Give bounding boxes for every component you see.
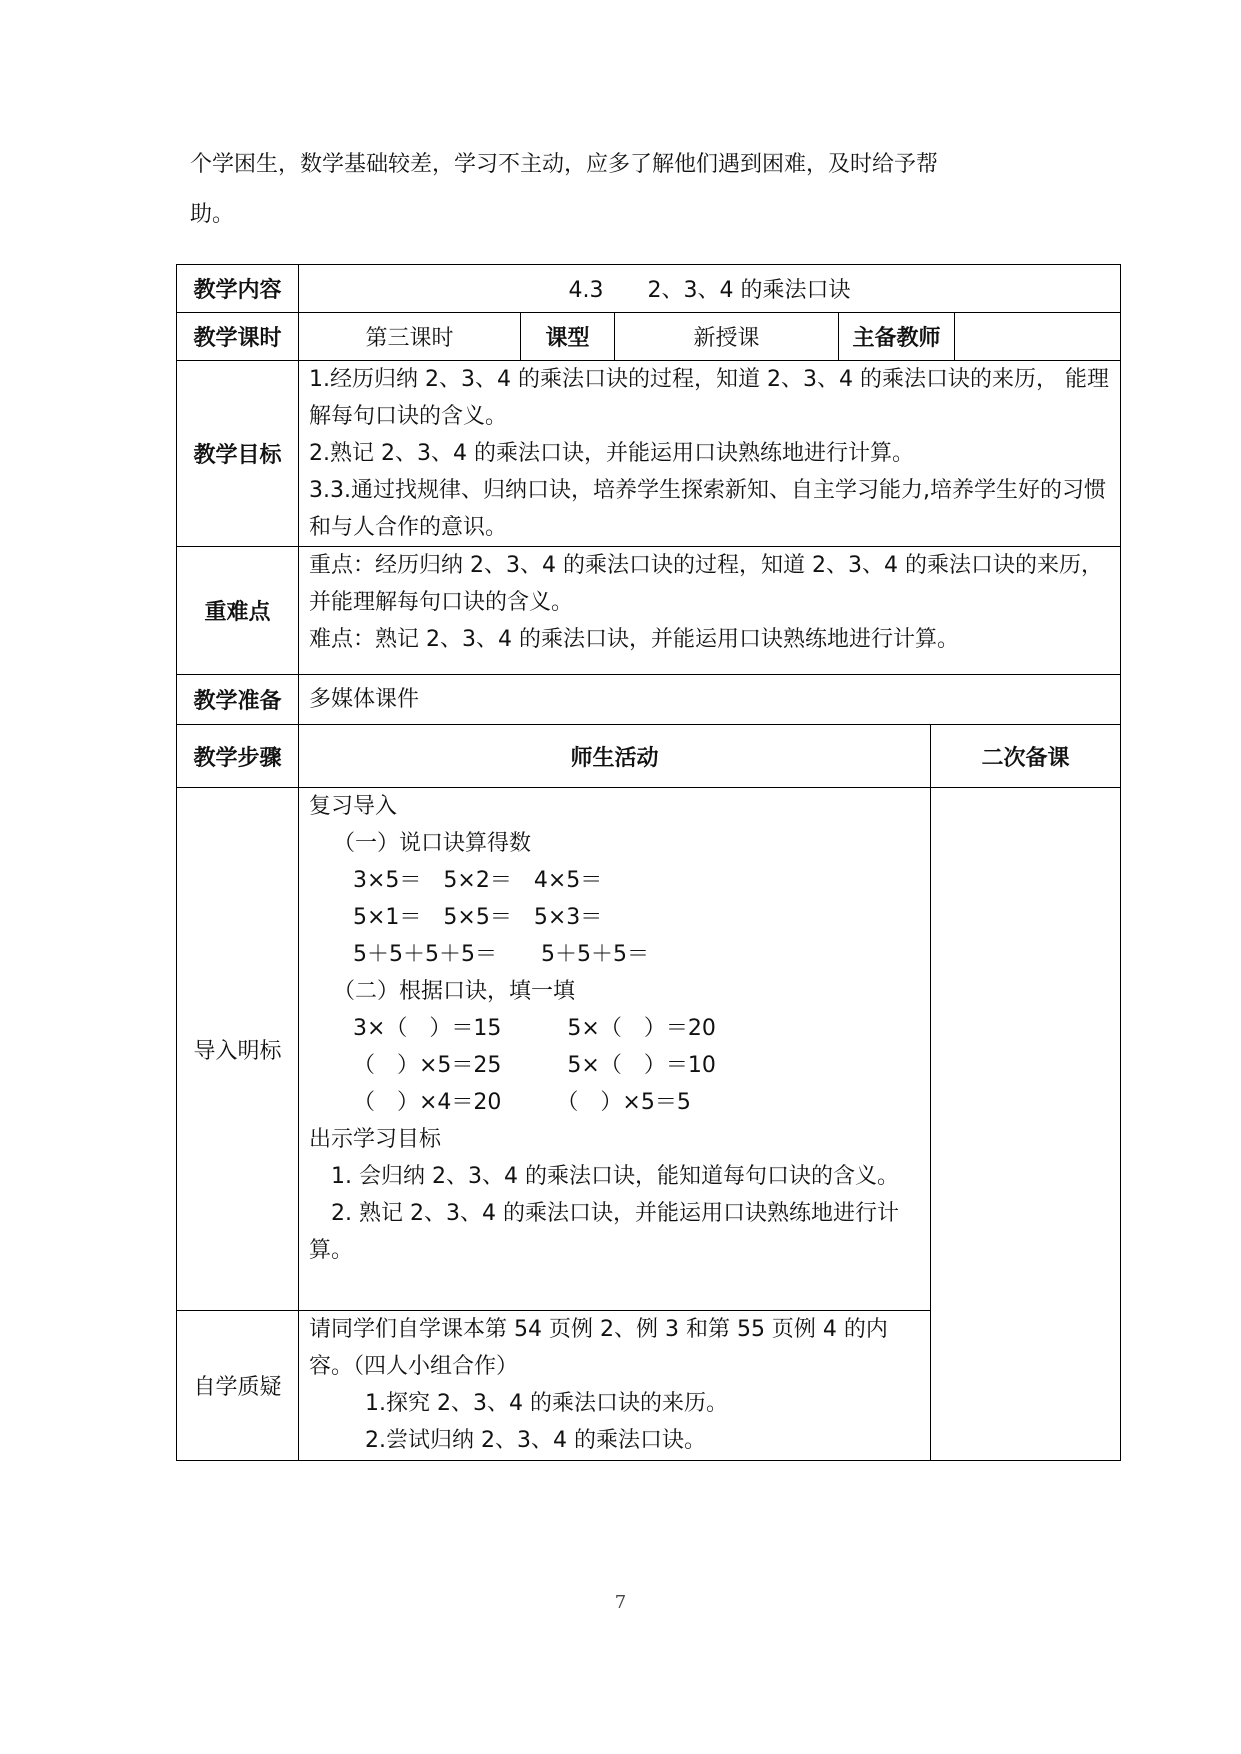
goals-list <box>299 361 1121 547</box>
step1-goal-title: 出示学习目标 <box>309 1127 442 1152</box>
row-goals <box>177 361 1121 547</box>
steps-label: 教学步骤 <box>177 725 299 788</box>
step1-fill: （ ）×5＝25 5×（ ）＝10 <box>353 1053 716 1078</box>
step1-label: 导入明标 <box>177 788 299 1311</box>
intro-paragraph <box>190 140 1090 240</box>
step1-goal: 1. 会归纳 2、3、4 的乘法口诀，能知道每句口诀的含义。 <box>331 1164 899 1189</box>
step1-fill: （ ）×4＝20 （ ）×5＝5 <box>353 1090 691 1115</box>
step2-task: 2.尝试归纳 2、3、4 的乘法口诀。 <box>365 1428 706 1453</box>
intro-line-2: 助。 <box>190 202 235 227</box>
step1-activity <box>299 788 931 1311</box>
keypoint-item: 重点：经历归纳 2、3、4 的乘法口诀的过程，知道 2、3、4 的乘法口诀的来历，并能理解每句口诀的含义。 <box>309 553 1103 615</box>
keypoint-item: 难点：熟记 2、3、4 的乘法口诀，并能运用口诀熟练地进行计算。 <box>309 627 959 652</box>
teacher-value <box>955 313 1121 361</box>
goal-item: 2.熟记 2、3、4 的乘法口诀，并能运用口诀熟练地进行计算。 <box>309 441 914 466</box>
goals-label: 教学目标 <box>177 361 299 547</box>
notes-cell <box>931 788 1121 1461</box>
page-number: 7 <box>614 1592 627 1613</box>
step1-title: 复习导入 <box>309 794 398 819</box>
step1-sub2: （二）根据口诀，填一填 <box>333 979 576 1004</box>
step1-goal: 2. 熟记 2、3、4 的乘法口诀，并能运用口诀熟练地进行计算。 <box>309 1201 899 1263</box>
prep-value: 多媒体课件 <box>299 675 1121 725</box>
row-content <box>177 265 1121 313</box>
lesson-plan-table <box>176 264 1121 1461</box>
content-label: 教学内容 <box>177 265 299 313</box>
teacher-label: 主备教师 <box>839 313 955 361</box>
row-keypoints <box>177 547 1121 675</box>
content-value: 4.3 2、3、4 的乘法口诀 <box>299 265 1121 313</box>
keypoints-list <box>299 547 1121 675</box>
row-steps-header <box>177 725 1121 788</box>
prep-label: 教学准备 <box>177 675 299 725</box>
step2-intro: 请同学们自学课本第 54 页例 2、例 3 和第 55 页例 4 的内容。（四人小组合作） <box>309 1317 888 1379</box>
goal-item: 3.3.通过找规律、归纳口诀，培养学生探索新知、自主学习能力,培养学生好的习惯和与人合作的意识。 <box>309 478 1106 540</box>
period-value: 第三课时 <box>299 313 521 361</box>
step2-label: 自学质疑 <box>177 1311 299 1461</box>
notes-label: 二次备课 <box>931 725 1121 788</box>
step1-fill: 3×（ ）＝15 5×（ ）＝20 <box>353 1016 716 1041</box>
row-prep <box>177 675 1121 725</box>
step1-sub1: （一）说口诀算得数 <box>333 831 532 856</box>
type-label: 课型 <box>521 313 615 361</box>
period-label: 教学课时 <box>177 313 299 361</box>
step2-activity <box>299 1311 931 1461</box>
step2-task: 1.探究 2、3、4 的乘法口诀的来历。 <box>365 1391 728 1416</box>
goal-item: 1.经历归纳 2、3、4 的乘法口诀的过程，知道 2、3、4 的乘法口诀的来历， 能理解每句口诀的含义。 <box>309 367 1109 429</box>
step1-row: 5＋5＋5＋5＝ 5＋5＋5＝ <box>353 942 649 967</box>
step1-row: 3×5＝ 5×2＝ 4×5＝ <box>353 868 603 893</box>
type-value: 新授课 <box>615 313 839 361</box>
activity-label: 师生活动 <box>299 725 931 788</box>
row-period <box>177 313 1121 361</box>
row-step1 <box>177 788 1121 1311</box>
keypoints-label: 重难点 <box>177 547 299 675</box>
intro-line-1: 个学困生，数学基础较差，学习不主动，应多了解他们遇到困难，及时给予帮 <box>190 152 939 177</box>
step1-row: 5×1＝ 5×5＝ 5×3＝ <box>353 905 603 930</box>
